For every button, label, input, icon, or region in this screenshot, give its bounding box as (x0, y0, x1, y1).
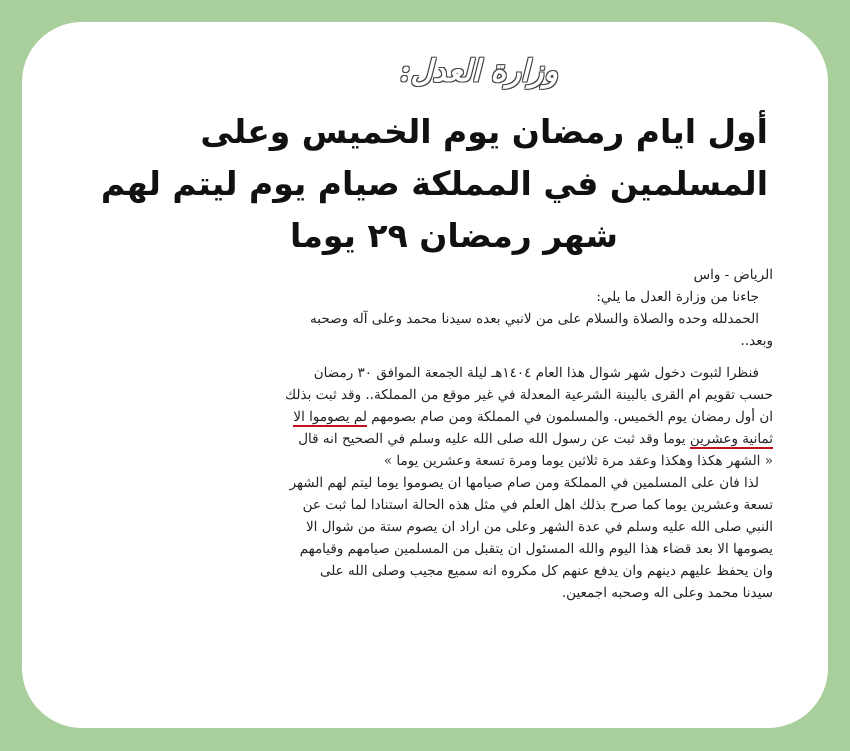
headline-line: المسلمين في المملكة صيام يوم ليتم لهم (100, 164, 768, 203)
article-card (22, 22, 828, 728)
body-line: سيدنا محمد وعلى اله وصحبه اجمعين. (561, 585, 773, 601)
ministry-kicker: وزارة العدل: (399, 54, 558, 89)
body-line: الحمدلله وحده والصلاة والسلام على من لانبي بعده سيدنا محمد وعلى آله وصحبه (310, 311, 759, 327)
body-line: تسعة وعشرين يوما كما صرح بذلك اهل العلم في مثل هذه الحالة استنادا لما ثبت عن (302, 497, 773, 513)
body-text: ان أول رمضان يوم الخميس. والمسلمون في المملكة ومن صام بصومهم (371, 409, 773, 425)
body-line: « الشهر هكذا وهكذا وعقد مرة ثلاثين يوما ومرة تسعة وعشرين يوما » (383, 453, 773, 469)
dateline: الرياض - واس (693, 267, 773, 283)
body-line: وان يحفظ عليهم دينهم وان يدفع عنهم كل مكروه انه سميع مجيب وصلى الله على (319, 563, 773, 579)
headline-line: شهر رمضان ٢٩ يوما (290, 216, 618, 255)
body-line: حسب تقويم ام القرى بالبينة الشرعية المعدلة في غير موقع من المملكة.. وقد ثبت بذلك (285, 387, 773, 403)
body-line: النبي صلى الله عليه وسلم في عدة الشهر وعلى من اراد ان يصوم ستة من شوال الا (305, 519, 773, 535)
intro-line: جاءنا من وزارة العدل ما يلي: (596, 289, 759, 305)
body-text: يوما وقد ثبت عن رسول الله صلى الله عليه وسلم في الصحيح انه قال (298, 431, 686, 447)
body-line (51, 406, 773, 428)
body-line: لذا فان على المسلمين في المملكة ومن صام صيامها ان يصوموا يوما ليتم لهم الشهر (289, 475, 759, 491)
body-line: فنظرا لثبوت دخول شهر شوال هذا العام ١٤٠٤هـ ليلة الجمعة الموافق ٣٠ رمضان (313, 365, 759, 381)
body-line: وبعد.. (740, 333, 773, 349)
highlighted-text: ثمانية وعشرين (689, 431, 773, 447)
body-line (51, 428, 773, 450)
headline (68, 106, 768, 262)
body-line: يصومها الا بعد قضاء هذا اليوم والله المسئول ان يتقبل من المسلمين صيامهم وقيامهم (299, 541, 773, 557)
headline-line: أول ايام رمضان يوم الخميس وعلى (200, 112, 768, 151)
article-body (51, 262, 773, 604)
highlighted-text: لم يصوموا الا (293, 409, 367, 425)
